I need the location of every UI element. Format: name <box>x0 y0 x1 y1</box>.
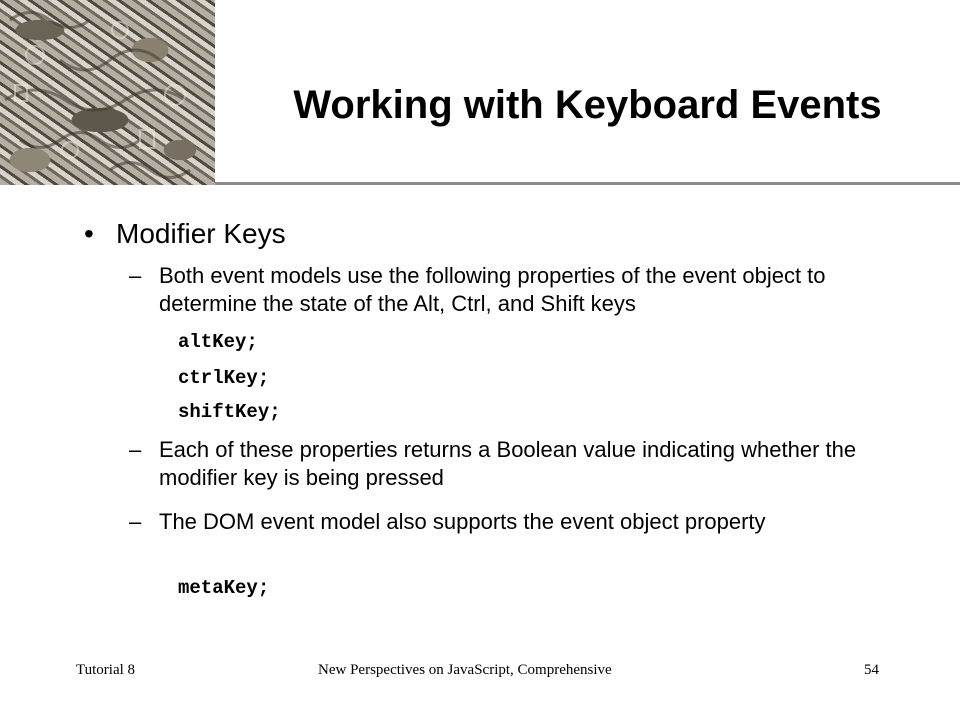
title-divider <box>215 182 960 185</box>
sub-item-text: Both event models use the following properties of the event object to determine the state of the Alt, Ctrl, and Shift keys <box>159 263 826 316</box>
sub-item-2 <box>129 436 889 492</box>
bullet-dot: • <box>84 218 94 249</box>
bullet-modifier-keys <box>84 217 286 251</box>
letters-collage-overlay <box>0 0 215 185</box>
footer-book-title: New Perspectives on JavaScript, Comprehensive <box>318 662 612 678</box>
code-line: shiftKey; <box>178 401 281 423</box>
dash-marker: – <box>129 263 142 288</box>
footer-tutorial: Tutorial 8 <box>76 662 136 678</box>
dash-marker: – <box>129 509 142 534</box>
code-line: ctrlKey; <box>178 367 270 389</box>
sub-item-3 <box>129 508 889 536</box>
dash-marker: – <box>129 437 142 462</box>
slide-title: Working with Keyboard Events <box>293 83 882 127</box>
code-line: altKey; <box>178 331 258 353</box>
sub-item-text: Each of these properties returns a Boolean value indicating whether the modifier key is being pressed <box>159 437 857 490</box>
code-line: metaKey; <box>178 577 270 599</box>
sub-item-1 <box>129 262 889 318</box>
sub-item-text: The DOM event model also supports the event object property <box>159 509 766 534</box>
bullet-text: Modifier Keys <box>116 218 286 249</box>
letters-collage-image <box>0 0 215 185</box>
footer-page-number: 54 <box>864 662 879 678</box>
